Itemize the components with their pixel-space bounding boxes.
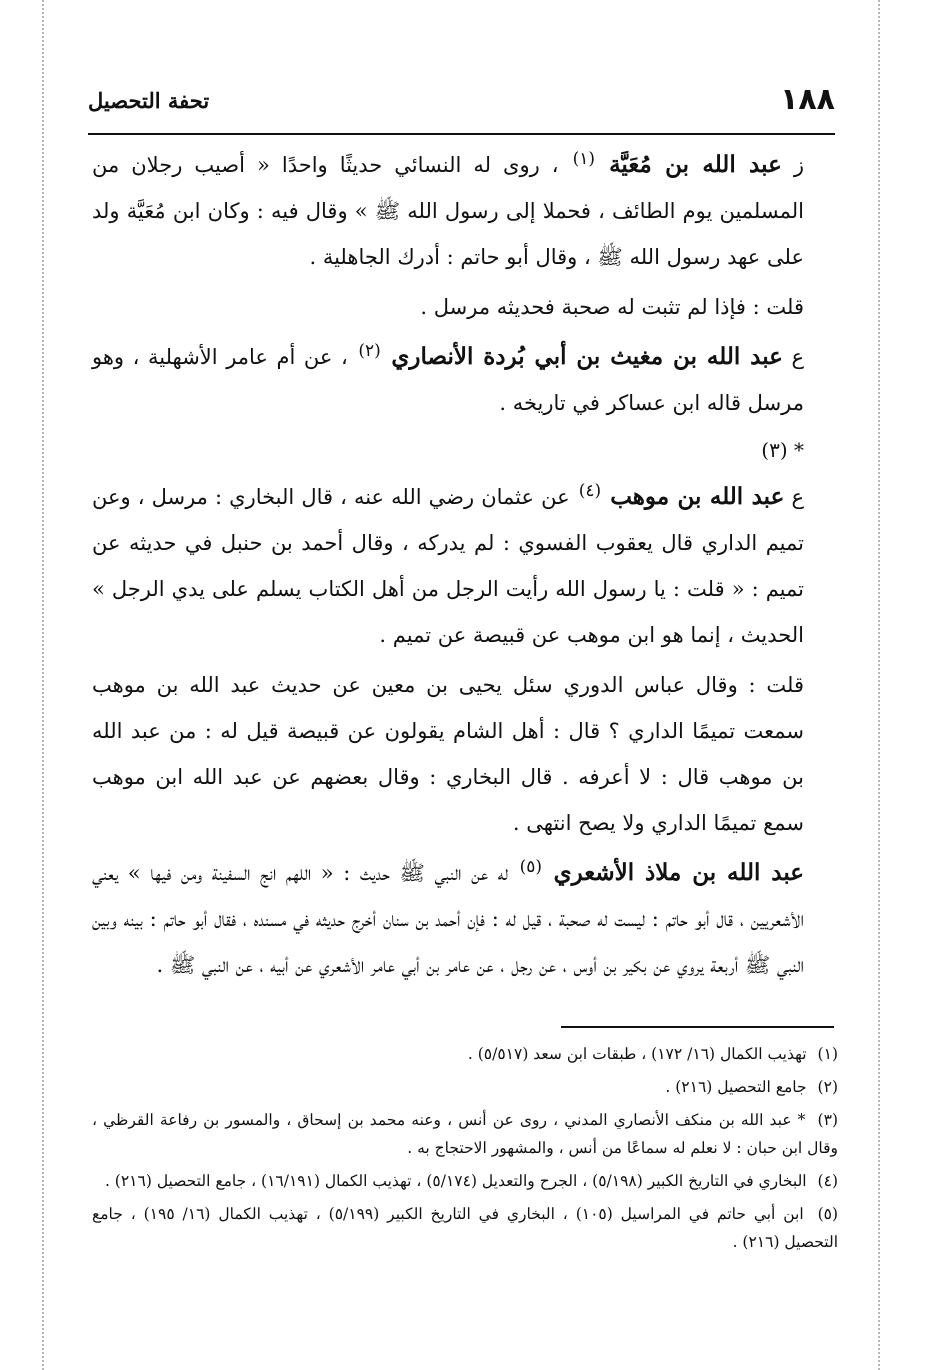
note-text: قلت : فإذا لم تثبت له صحبة فحديثه مرسل . [420, 295, 804, 319]
entry-text: ، عن أم عامر الأشهلية ، وهو مرسل قاله ابن عساكر في تاريخه . [92, 345, 804, 415]
running-title: تحفة التحصيل [88, 88, 210, 113]
main-text [92, 142, 834, 992]
narrator-name: عبد الله بن مغيث بن أبي بُردة الأنصاري [391, 343, 783, 370]
footnote-3 [92, 1106, 838, 1162]
entry-abdullah-ibn-mughith [92, 334, 834, 426]
narrator-name: عبد الله بن مُعَيَّة [609, 151, 782, 178]
entry-marker: ع [791, 345, 804, 369]
footnote-1 [92, 1040, 838, 1068]
footnote-ref: (٢) [358, 341, 381, 361]
entry-abdullah-ibn-malath [92, 850, 834, 988]
entry-abdullah-ibn-mawhab [92, 474, 834, 658]
commentary-note [92, 662, 834, 846]
entry-text: له عن النبي ﷺ حديث : « اللهم انج السفينة ومن فيها » يعني الأشعريين ، قال أبو حاتم : ليست له صحبة ، قيل له : فإن أحمد بن سنان أخرج حديثه في مسنده ، فقال أبو حاتم : بينه وبين النبي ﷺ أربعة يروي عن بكير بن أوس ، عن رجل ، عن عامر بن أبي عامر الأشعري عن أبيه ، عن النبي ﷺ . [92, 861, 804, 977]
commentary-note [92, 284, 834, 330]
footnote-5 [92, 1200, 838, 1256]
footnote-rule [561, 1026, 834, 1028]
footnote-ref: (٤) [578, 481, 602, 501]
footnote-text: تهذيب الكمال (١٦/ ١٧٢) ، طبقات ابن سعد (٥/٥١٧) . [467, 1045, 807, 1063]
header-rule [88, 133, 835, 135]
narrator-name: عبد الله بن ملاذ الأشعري [553, 859, 805, 886]
entry-marker: ع [791, 485, 804, 509]
footnote-ref: (٥) [519, 857, 542, 877]
entry-text: عن عثمان رضي الله عنه ، قال البخاري : مرسل ، وعن تميم الداري قال يعقوب الفسوي : لم يدركه ، وقال أحمد بن حنبل في حديثه عن تميم : « قلت : يا رسول الله رأيت الرجل من أهل الكتاب يسلم على يدي الرجل » الحديث ، إنما هو ابن موهب عن قبيصة عن تميم . [92, 485, 804, 647]
footnote-4 [92, 1167, 838, 1195]
scan-edge-left [42, 0, 46, 1370]
footnote-number: (٤) [817, 1172, 838, 1190]
footnote-text: * عبد الله بن منكف الأنصاري المدني ، روى عن أنس ، وعنه محمد بن إسحاق ، والمسور بن رفاعة القرظي ، وقال ابن حبان : لا نعلم له سماعًا من أنس ، والمشهور الاحتجاج به . [92, 1111, 838, 1157]
footnote-text: ابن أبي حاتم في المراسيل (١٠٥) ، البخاري في التاريخ الكبير (٥/١٩٩) ، تهذيب الكمال (١٦/ ١٩٥) ، جامع التحصيل (٢١٦) . [92, 1205, 838, 1251]
footnote-2 [92, 1073, 838, 1101]
footnote-number: (٢) [817, 1078, 838, 1096]
footnote-text: البخاري في التاريخ الكبير (٥/١٩٨) ، الجرح والتعديل (٥/١٧٤) ، تهذيب الكمال (١٦/١٩١) ، جامع التحصيل (٢١٦) . [104, 1172, 807, 1190]
footnote-number: (٥) [817, 1205, 839, 1223]
footnote-number: (٣) [817, 1111, 838, 1129]
note-text: قلت : وقال عباس الدوري سئل يحيى بن معين عن حديث عبد الله بن موهب سمعت تميمًا الداري ؟ قال : أهل الشام يقولون عن قبيصة قيل له : من عبد الله بن موهب قال : لا أعرفه . قال البخاري : وقال بعضهم عن عبد الله ابن موهب سمع تميمًا الداري ولا يصح انتهى . [92, 673, 804, 835]
scan-edge-right [878, 0, 882, 1370]
footnotes [92, 1040, 838, 1261]
narrator-name: عبد الله بن موهب [610, 483, 785, 510]
entry-text: ، روى له النسائي حديثًا واحدًا « أصيب رجلان من المسلمين يوم الطائف ، فحملا إلى رسول الله ﷺ » وقال فيه : وكان ابن مُعَيَّة ولد على عهد رسول الله ﷺ ، وقال أبو حاتم : أدرك الجاهلية . [92, 153, 804, 269]
footnote-number: (١) [817, 1045, 838, 1063]
footnote-text: جامع التحصيل (٢١٦) . [665, 1078, 807, 1096]
entry-abdullah-ibn-muayya [92, 142, 834, 280]
page-number: ١٨٨ [780, 82, 835, 117]
page-header [88, 82, 835, 128]
star-footnote-marker: * (٣) [761, 438, 804, 462]
entry-marker: ز [793, 153, 804, 177]
footnote-ref: (١) [572, 149, 596, 169]
